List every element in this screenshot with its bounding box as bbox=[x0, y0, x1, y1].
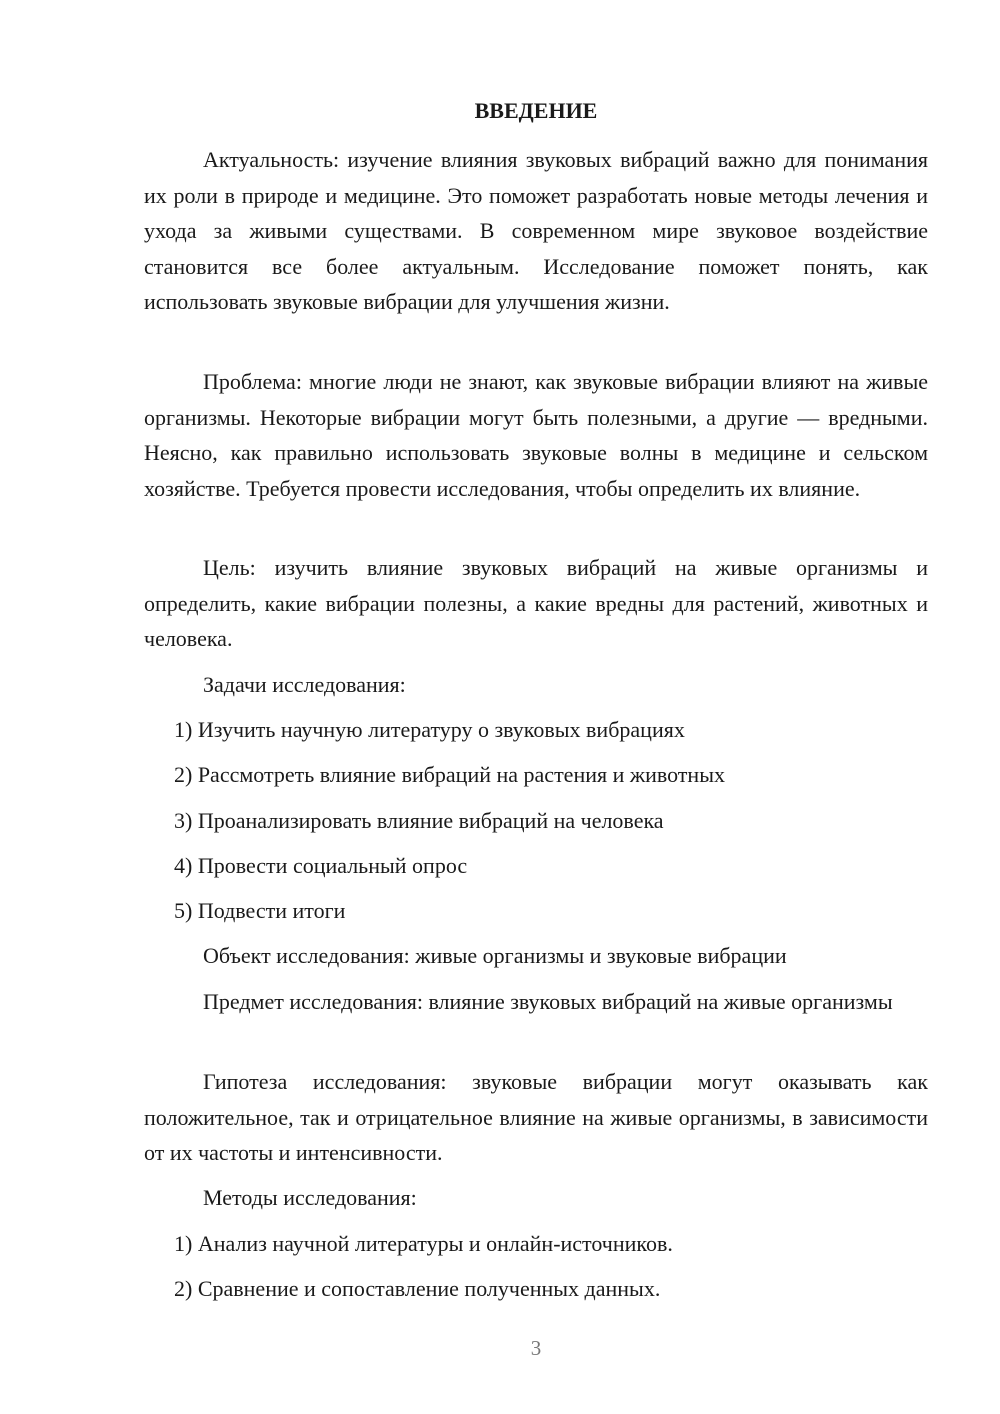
method-item: 2) Сравнение и сопоставление полученных данных. bbox=[174, 1276, 661, 1301]
document-page bbox=[144, 0, 928, 1414]
problem-paragraph: Проблема: многие люди не знают, как звуковые вибрации влияют на живые организмы. Некоторые вибрации могут быть полезными, а другие — вредными. Неясно, как правильно использовать звуковые волны в медицине и сельском хозяйстве. Требуется провести исследования, чтобы определить их влияние. bbox=[144, 369, 928, 501]
task-item: 4) Провести социальный опрос bbox=[174, 853, 468, 878]
object-paragraph: Объект исследования: живые организмы и звуковые вибрации bbox=[203, 943, 787, 968]
task-item: 5) Подвести итоги bbox=[174, 898, 346, 923]
method-item: 1) Анализ научной литературы и онлайн-источников. bbox=[174, 1231, 673, 1256]
page-number: 3 bbox=[530, 1336, 542, 1360]
subject-paragraph: Предмет исследования: влияние звуковых вибраций на живые организмы bbox=[203, 989, 893, 1014]
task-item: 2) Рассмотреть влияние вибраций на растения и животных bbox=[174, 762, 725, 787]
page-title: ВВЕДЕНИЕ bbox=[474, 98, 598, 123]
task-item: 3) Проанализировать влияние вибраций на человека bbox=[174, 808, 664, 833]
goal-paragraph: Цель: изучить влияние звуковых вибраций на живые организмы и определить, какие вибрации полезны, а какие вредны для растений, животных и человека. bbox=[144, 555, 928, 651]
hypothesis-paragraph: Гипотеза исследования: звуковые вибрации могут оказывать как положительное, так и отрицательное влияние на живые организмы, в зависимости от их частоты и интенсивности. bbox=[144, 1069, 928, 1165]
methods-heading: Методы исследования: bbox=[203, 1185, 417, 1210]
relevance-paragraph: Актуальность: изучение влияния звуковых вибраций важно для понимания их роли в природе и медицине. Это поможет разработать новые методы лечения и ухода за живыми существами. В современном мире звуковое воздействие становится все более актуальным. Исследование поможет понять, как использовать звуковые вибрации для улучшения жизни. bbox=[144, 147, 928, 314]
task-item: 1) Изучить научную литературу о звуковых вибрациях bbox=[174, 717, 685, 742]
tasks-heading: Задачи исследования: bbox=[203, 672, 406, 697]
